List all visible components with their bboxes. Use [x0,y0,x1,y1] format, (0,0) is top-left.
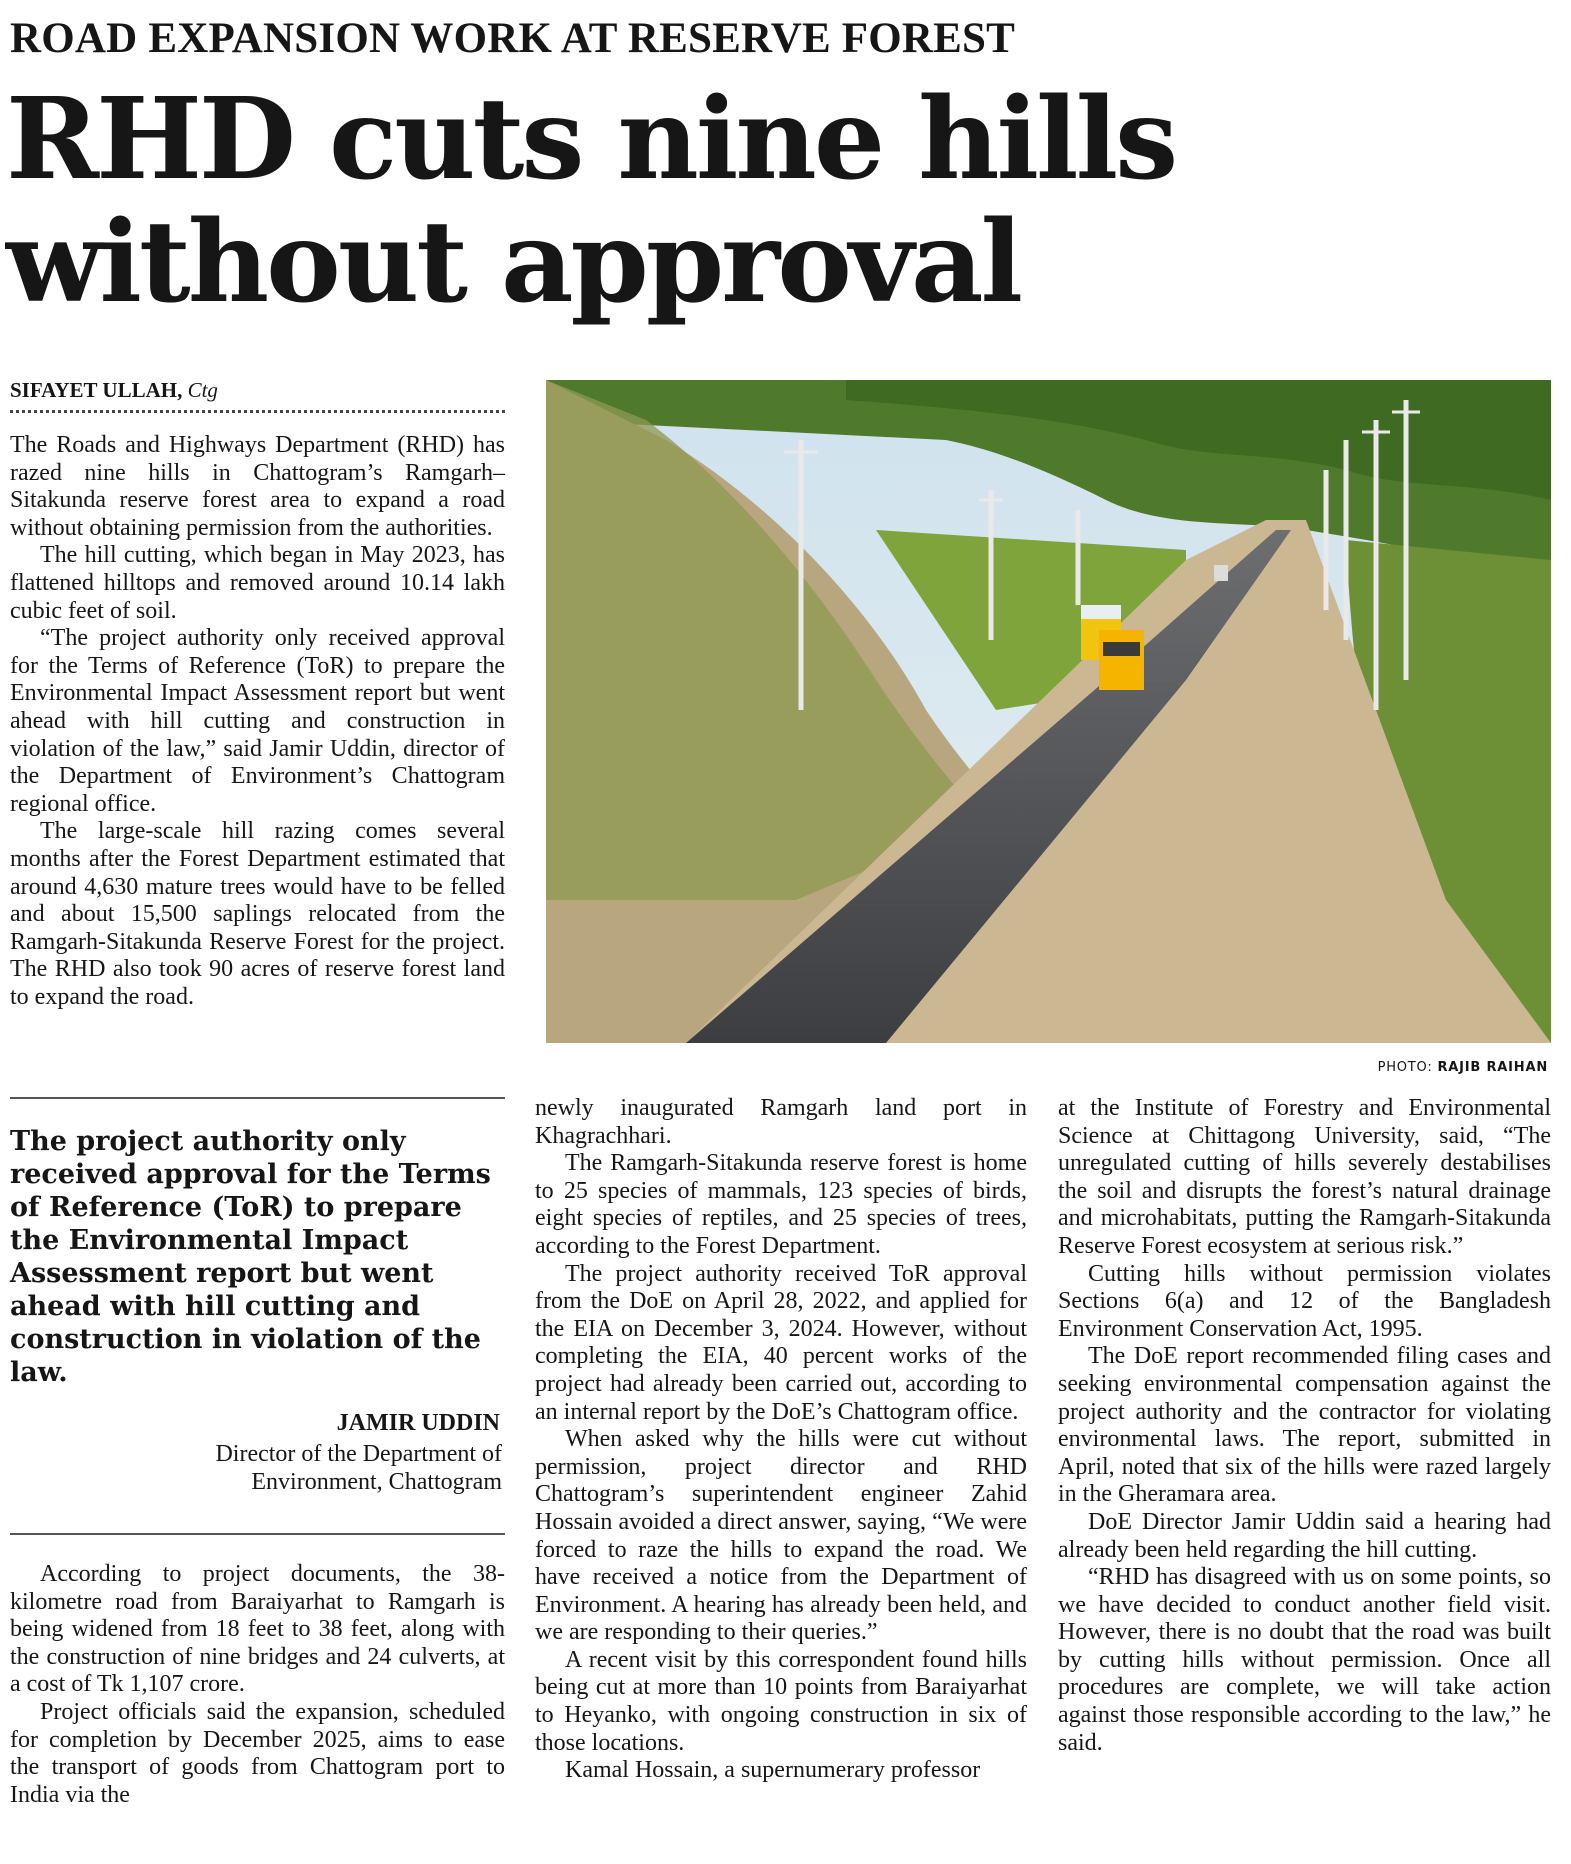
photo-credit-label: PHOTO: [1377,1060,1433,1075]
paragraph: The project authority received ToR approval from the DoE on April 28, 2022, and applied for the EIA on December 3, 2024. However, without completing the EIA, 40 percent works of the project had already been carried out, according to an internal report by the DoE’s Chattogram office. [535,1260,1027,1425]
paragraph: According to project documents, the 38-kilometre road from Baraiyarhat to Ramgarh is being widened from 18 feet to 38 feet, along with the construction of nine bridges and 24 culverts, at a cost of Tk 1,107 crore. [10,1561,505,1698]
byline-location: Ctg [187,378,218,402]
road-photo-illustration [546,380,1551,1043]
photo-credit [1378,1060,1548,1075]
column-3 [1058,1095,1551,1757]
paragraph: DoE Director Jamir Uddin said a hearing had already been held regarding the hill cutting. [1058,1508,1551,1563]
byline-divider [10,410,505,413]
paragraph: Cutting hills without permission violates Sections 6(a) and 12 of the Bangladesh Environment Conservation Act, 1995. [1058,1260,1551,1342]
paragraph: The DoE report recommended filing cases and seeking environmental compensation against the project authority and the contractor for violating environmental laws. The report, submitted in April, noted that six of the hills were razed largely in the Gheramara area. [1058,1343,1551,1508]
paragraph: Kamal Hossain, a supernumerary professor [565,1757,981,1784]
column-2 [535,1095,1027,1785]
paragraph: “RHD has disagreed with us on some points, so we have decided to conduct another field visit. However, there is no doubt that the road was built by cutting hills without permission. Once all procedures are complete, we will take action against those responsible according to the law,” he said. [1058,1564,1551,1756]
road-photo [546,380,1551,1043]
pullquote-text: The project authority only received approval for the Terms of Reference (ToR) to prepare the Environmental Impact Assessment report but went ahead with hill cutting and construction in violation of the law. [10,1126,491,1388]
paragraph: “The project authority only received approval for the Terms of Reference (ToR) to prepare the Environmental Impact Assessment report but went ahead with hill cutting and construction in violation of the law,” said Jamir Uddin, director of the Department of Environment’s Chattogram regional office. [10,625,505,817]
byline-author: SIFAYET ULLAH, [10,378,183,402]
column-1-bottom [10,1561,505,1809]
paragraph: The Roads and Highways Department (RHD) has razed nine hills in Chattogram’s Ramgarh–Sitakunda reserve forest area to expand a road without obtaining permission from the authorities. [10,432,505,541]
photo-credit-name: RAJIB RAIHAN [1437,1060,1548,1075]
paragraph: A recent visit by this correspondent found hills being cut at more than 10 points from Baraiyarhat to Heyanko, with ongoing construction in six of those locations. [535,1646,1027,1756]
pullquote-name: JAMIR UDDIN [336,1410,500,1436]
paragraph: at the Institute of Forestry and Environmental Science at Chittagong University, said, “The unregulated cutting of hills severely destabilises the soil and disrupts the forest’s natural drainage and microhabitats, putting the Ramgarh-Sitakunda Reserve Forest ecosystem at serious risk.” [1058,1095,1551,1259]
paragraph: The large-scale hill razing comes several months after the Forest Department estimated that around 4,630 mature trees would have to be felled and about 15,500 saplings relocated from the Ramgarh-Sitakunda Reserve Forest for the project. The RHD also took 90 acres of reserve forest land to expand the road. [10,818,505,1010]
pullquote-title: Director of the Department of Environment, Chattogram [215,1441,502,1495]
kicker: ROAD EXPANSION WORK AT RESERVE FOREST [10,15,1016,62]
pullquote-bottom-rule [10,1533,505,1535]
headline-line-1: RHD cuts nine hills [6,74,1176,205]
headline-line-2: without approval [6,197,1021,328]
paragraph: The hill cutting, which began in May 2023, has flattened hilltops and removed around 10.14 lakh cubic feet of soil. [10,542,505,624]
paragraph: newly inaugurated Ramgarh land port in Khagrachhari. [535,1095,1027,1149]
pullquote-top-rule [10,1097,505,1099]
paragraph: The Ramgarh-Sitakunda reserve forest is home to 25 species of mammals, 123 species of birds, eight species of reptiles, and 25 species of trees, according to the Forest Department. [535,1150,1027,1259]
paragraph: Project officials said the expansion, scheduled for completion by December 2025, aims to ease the transport of goods from Chattogram port to India via the [10,1698,505,1808]
byline [10,378,218,403]
paragraph: When asked why the hills were cut without permission, project director and RHD Chattogram’s superintendent engineer Zahid Hossain avoided a direct answer, saying, “We were forced to raze the hills to expand the road. We have received a notice from the Department of Environment. A hearing has already been held, and we are responding to their queries.” [535,1426,1027,1646]
column-1-top [10,432,505,1011]
headline [6,74,1406,328]
